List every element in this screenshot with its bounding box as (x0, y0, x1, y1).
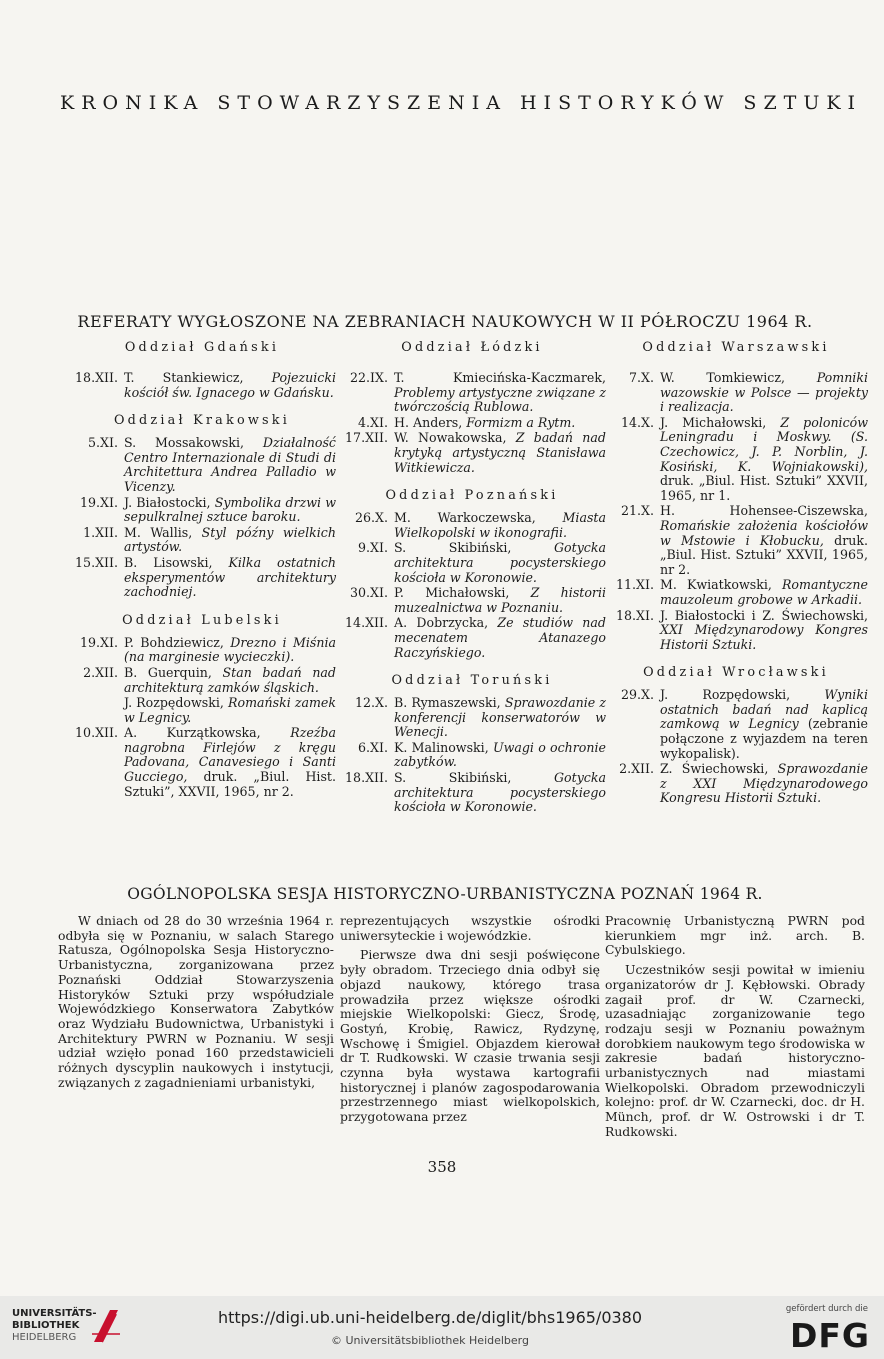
entry-author: T. Stankiewicz, (124, 370, 244, 385)
paragraph: Pracownię Urbanistyczną PWRN pod kierunkiem mgr inż. arch. B. Cybulskiego. (605, 913, 865, 958)
section-title-session: OGÓLNOPOLSKA SESJA HISTORYCZNO-URBANISTYCZNA POZNAŃ 1964 R. (127, 885, 763, 903)
entry-text (394, 431, 606, 475)
entry-text (660, 762, 868, 806)
entry-author: S. Skibiński, (394, 770, 512, 786)
entry-author: P. Bohdziewicz, (124, 634, 224, 650)
entry-note: (zebranie połączone z wyjazdem na teren wykopalisk). (660, 716, 868, 761)
entry-author: W. Nowakowska, (394, 430, 507, 446)
entry-title: Romantyczne mauzoleum grobowe w Arkadii. (660, 577, 868, 607)
lecture-entry (338, 541, 606, 585)
dept-header-torun: Oddział Toruński (391, 673, 553, 689)
entry-author: J. Białostocki i Z. Świechowski, (660, 607, 868, 623)
entry-group (68, 636, 336, 800)
paragraph: reprezentujących wszystkie ośrodki uniwersyteckie i wojewódzkie. (340, 913, 600, 943)
entry-note: druk. „Biul. Hist. Sztuki” XXVII, 1965, nr 1. (660, 473, 868, 503)
entry-author: P. Michałowski, (394, 585, 510, 601)
viewer-footer (0, 1296, 884, 1359)
entry-text (394, 741, 606, 770)
copyright-notice: © Universitätsbibliothek Heidelberg (330, 1334, 529, 1347)
entry-title: Stan badań nad architekturą zamków śląskich. (124, 664, 336, 695)
lecture-entry (338, 586, 606, 615)
entry-title: Sprawozdanie z konferencji konserwatorów w Wenecji. (394, 695, 606, 740)
lecture-entry (68, 726, 336, 799)
entry-title: Z historii muzealnictwa w Poznaniu. (394, 585, 607, 615)
entry-date: 6.XI. (358, 739, 388, 755)
entry-title: Pojezuicki kościół św. Ignacego w Gdańsku. (124, 370, 336, 400)
entry-text (124, 371, 336, 400)
entry-title: Rzeźba nagrobna Firlejów z kręgu Padovana, Canavesiego i Santi Gucciego, (124, 725, 336, 785)
entry-text (124, 696, 336, 725)
entry-date: 11.XI. (616, 577, 654, 593)
lecture-entry (68, 556, 336, 600)
entry-title: Działalność Centro Internazionale di Studi di Architettura Andrea Palladio w Vicenzy. (124, 435, 336, 494)
lecture-entry (68, 636, 336, 665)
library-name-line-2: BIBLIOTHEK (12, 1320, 80, 1331)
lecture-entry (338, 511, 606, 540)
entry-title: Uwagi o ochronie zabytków. (394, 739, 606, 770)
library-name-line-1: UNIVERSITÄTS- (12, 1308, 97, 1319)
entry-group (338, 696, 606, 815)
library-emblem-icon (88, 1304, 124, 1348)
entry-text (660, 371, 868, 415)
entry-date: 19.XI. (80, 494, 118, 510)
entry-date: 1.XII. (83, 524, 118, 540)
prose-column-2 (340, 914, 600, 1125)
entry-text (660, 609, 868, 653)
entry-date: 18.XI. (616, 607, 654, 623)
entry-text (124, 726, 336, 799)
entry-text (124, 496, 336, 525)
lecture-entry (338, 696, 606, 740)
entry-author: M. Wallis, (124, 524, 193, 540)
entry-author: B. Lisowski, (124, 554, 213, 570)
entry-author: Z. Świechowski, (660, 761, 769, 777)
lecture-entry (338, 741, 606, 770)
paragraph: Pierwsze dwa dni sesji poświęcone były obradom. Trzeciego dnia odbył się objazd naukowy, którego trasa prowadziła przez większe ośrodki miejskie Wielkopolski: Giecz, Środę, Gostyń, Krobię, Rawicz, Rydzynę, Wschowę i Śmigiel. Objazdem kierował dr T. Rudkowski. W czasie trwania sesji czynna była wystawa kartografii historycznej i planów zagospodarowania przestrzennego miast wielkopolskich, przygotowana przez (340, 947, 600, 1125)
entry-title: XXI Międzynarodowy Kongres Historii Sztuki. (660, 622, 868, 652)
lecture-entry (338, 371, 606, 415)
library-name-line-3: HEIDELBERG (12, 1332, 77, 1343)
entry-date (68, 696, 124, 725)
entry-title: Z poloniców Leningradu i Moskwy. (S. Czechowicz, J. P. Norblin, J. Kosiński, K. Wojniakowski), (660, 414, 868, 474)
lecture-entry (604, 609, 868, 653)
entry-date: 2.XII. (619, 761, 654, 777)
entry-text (660, 504, 868, 577)
entry-title: Formizm a Rytm. (466, 414, 576, 430)
entry-title: Miasta Wielkopolski w ikonografii. (394, 510, 606, 540)
entry-author: M. Kwiatkowski, (660, 577, 772, 593)
entry-author: J. Rozpędowski, (660, 687, 791, 703)
entry-date: 19.XI. (80, 634, 118, 650)
lecture-entry (338, 416, 606, 431)
entry-title: Kilka ostatnich eksperymentów architektury zachodniej. (124, 554, 336, 600)
entry-date: 17.XII. (345, 430, 388, 446)
entry-date: 29.X. (621, 687, 654, 703)
paragraph: Uczestników sesji powitał w imieniu organizatorów dr J. Kębłowski. Obrady zagaił prof. dr W. Czarnecki, uzasadniając zorganizowanie tego rodzaju sesji w Poznaniu poważnym dorobkiem naukowym tego środowiska w zakresie badań historyczno-urbanistycznych nad miastami Wielkopolski. Obradom przewodniczyli kolejno: prof. dr W. Czarnecki, doc. dr H. Münch, prof. dr W. Ostrowski i dr T. Rudkowski. (605, 962, 865, 1139)
entry-title: Ze studiów nad mecenatem Atanazego Raczyńskiego. (394, 615, 606, 660)
entry-date: 30.XI. (350, 585, 388, 601)
lecture-entry (604, 371, 868, 415)
library-logo[interactable] (12, 1308, 97, 1344)
entry-date: 7.X. (629, 370, 654, 385)
entry-date: 10.XII. (75, 725, 118, 741)
entry-text (394, 511, 606, 540)
lecture-entry (338, 771, 606, 815)
entry-author: K. Malinowski, (394, 739, 489, 755)
running-head: KRONIKA STOWARZYSZENIA HISTORYKÓW SZTUKI (60, 92, 863, 114)
entry-text (394, 416, 606, 431)
entry-group (68, 371, 336, 400)
lecture-entry (604, 578, 868, 607)
entry-text (124, 526, 336, 555)
lecture-entry (68, 696, 336, 725)
dept-header-warszawa: Oddział Warszawski (642, 340, 830, 355)
entry-author: H. Hohensee-Ciszewska, (660, 503, 868, 519)
entry-date: 5.XI. (88, 435, 118, 451)
entry-author: T. Kmiecińska-Kaczmarek, (394, 370, 606, 385)
entry-text (124, 666, 336, 695)
entry-text (394, 371, 606, 415)
prose-column-1 (58, 914, 334, 1090)
entry-author: M. Warkoczewska, (394, 510, 536, 526)
lecture-entry (68, 496, 336, 525)
entry-title: Romańskie założenia kościołów w Mstowie i Kłobucku, (660, 517, 868, 548)
entry-title: Gotycka architektura pocysterskiego kościoła w Koronowie. (394, 770, 606, 815)
permalink-url[interactable]: https://digi.ub.uni-heidelberg.de/diglit/bhs1965/0380 (217, 1308, 643, 1327)
lecture-entry (68, 526, 336, 555)
entry-date: 15.XII. (75, 554, 118, 570)
lecture-entry (68, 666, 336, 695)
entry-date: 22.IX. (350, 370, 388, 385)
paragraph: W dniach od 28 do 30 września 1964 r. odbyła się w Poznaniu, w salach Starego Ratusza, Ogólnopolska Sesja Historyczno-Urbanistyczna, zorganizowana przez Poznański Oddział Stowarzyszenia Historyków Sztuki przy współudziale Wojewódzkiego Konserwatora Zabytków oraz Wydziału Budownictwa, Urbanistyki i Architektury PWRN w Poznaniu. W sesji udział wzięło ponad 160 przedstawicieli różnych dyscyplin naukowych i instytucji, związanych z zagadnieniami urbanistyki, (58, 913, 334, 1090)
entry-text (394, 696, 606, 740)
entry-author: J. Michałowski, (660, 414, 767, 430)
entry-text (394, 586, 606, 615)
entry-text (394, 541, 606, 585)
page-number: 358 (427, 1158, 457, 1176)
entry-title: Sprawozdanie z XXI Międzynarodowego Kongresu Historii Sztuki. (660, 761, 868, 806)
entry-note: druk. „Biul. Hist. Sztuki”, XXVII, 1965, nr 2. (124, 769, 336, 799)
dfg-logo[interactable]: DFG (789, 1316, 870, 1355)
entry-author: S. Skibiński, (394, 540, 512, 556)
entry-text (660, 578, 868, 607)
entry-note: druk. „Biul. Hist. Sztuki” XXVII, 1965, nr 2. (660, 532, 868, 577)
entry-group (604, 371, 868, 652)
entry-title: Styl późny wielkich artystów. (124, 524, 336, 555)
entry-author: B. Rymaszewski, (394, 695, 501, 711)
entry-date: 26.X. (355, 510, 388, 526)
entry-date: 14.XII. (345, 615, 388, 631)
dept-header-wroclaw: Oddział Wrocławski (643, 665, 829, 681)
entry-text (124, 556, 336, 600)
entry-author: B. Guerquin, (124, 664, 212, 680)
entry-text (394, 616, 606, 660)
entry-author: S. Mossakowski, (124, 435, 245, 451)
entry-text (660, 688, 868, 761)
prose-column-3 (605, 914, 865, 1140)
dept-header-lodz: Oddział Łódzki (401, 340, 543, 355)
lecture-entry (604, 688, 868, 761)
entry-author: A. Kurzątkowska, (124, 725, 261, 741)
entry-text (394, 771, 606, 815)
entry-title: Problemy artystyczne związane z twórczością Rublowa. (394, 384, 606, 415)
dept-header-poznan: Oddział Poznański (385, 488, 559, 504)
entry-date: 9.XI. (358, 540, 388, 556)
entry-date: 18.XII. (345, 770, 388, 786)
entry-text (660, 416, 868, 504)
dept-header-lublin: Oddział Lubelski (122, 612, 282, 628)
entry-title: Pomniki wazowskie w Polsce — projekty i realizacja. (660, 370, 868, 415)
entry-author: J. Białostocki, (124, 494, 211, 510)
entry-group (68, 436, 336, 600)
funding-note: gefördert durch die (785, 1304, 868, 1314)
lecture-entry (68, 371, 336, 400)
section-title-lectures: REFERATY WYGŁOSZONE NA ZEBRANIACH NAUKOWYCH W II PÓŁROCZU 1964 R. (77, 312, 813, 331)
entry-author: H. Anders, (394, 414, 463, 430)
lecture-entry (68, 436, 336, 494)
entry-title: Gotycka architektura pocysterskiego kościoła w Koronowie. (394, 540, 606, 585)
entry-text (124, 636, 336, 665)
entry-group (338, 371, 606, 475)
entry-date: 4.XI. (358, 414, 388, 430)
entry-text (124, 436, 336, 494)
entry-author: A. Dobrzycka, (394, 615, 489, 631)
lecture-entry (604, 504, 868, 577)
entry-author: W. Tomkiewicz, (660, 370, 785, 385)
entry-title: Wyniki ostatnich badań nad kaplicą zamkową w Legnicy (660, 687, 868, 732)
entry-date: 2.XII. (83, 664, 118, 680)
entry-title: Drezno i Miśnia (na marginesie wycieczki). (124, 634, 336, 665)
entry-title: Z badań nad krytyką artystyczną Stanisława Witkiewicza. (394, 430, 606, 475)
lecture-entry (338, 431, 606, 475)
column-3 (604, 341, 868, 807)
lecture-entry (604, 416, 868, 504)
entry-group (338, 511, 606, 660)
dept-header-krakow: Oddział Krakowski (113, 413, 291, 429)
lecture-entry (604, 762, 868, 806)
column-1 (68, 341, 336, 800)
lecture-entry (338, 616, 606, 660)
entry-date: 14.X. (621, 414, 654, 430)
entry-date: 12.X. (355, 695, 388, 711)
entry-title: Romański zamek w Legnicy. (124, 695, 336, 725)
entry-group (604, 688, 868, 806)
entry-date: 18.XII. (75, 370, 118, 385)
entry-date: 21.X. (621, 503, 654, 519)
entry-author: J. Rozpędowski, (124, 695, 224, 711)
column-2 (338, 341, 606, 816)
dept-header-gdansk: Oddział Gdański (124, 340, 280, 355)
entry-title: Symbolika drzwi w sepulkralnej sztuce baroku. (124, 494, 336, 525)
